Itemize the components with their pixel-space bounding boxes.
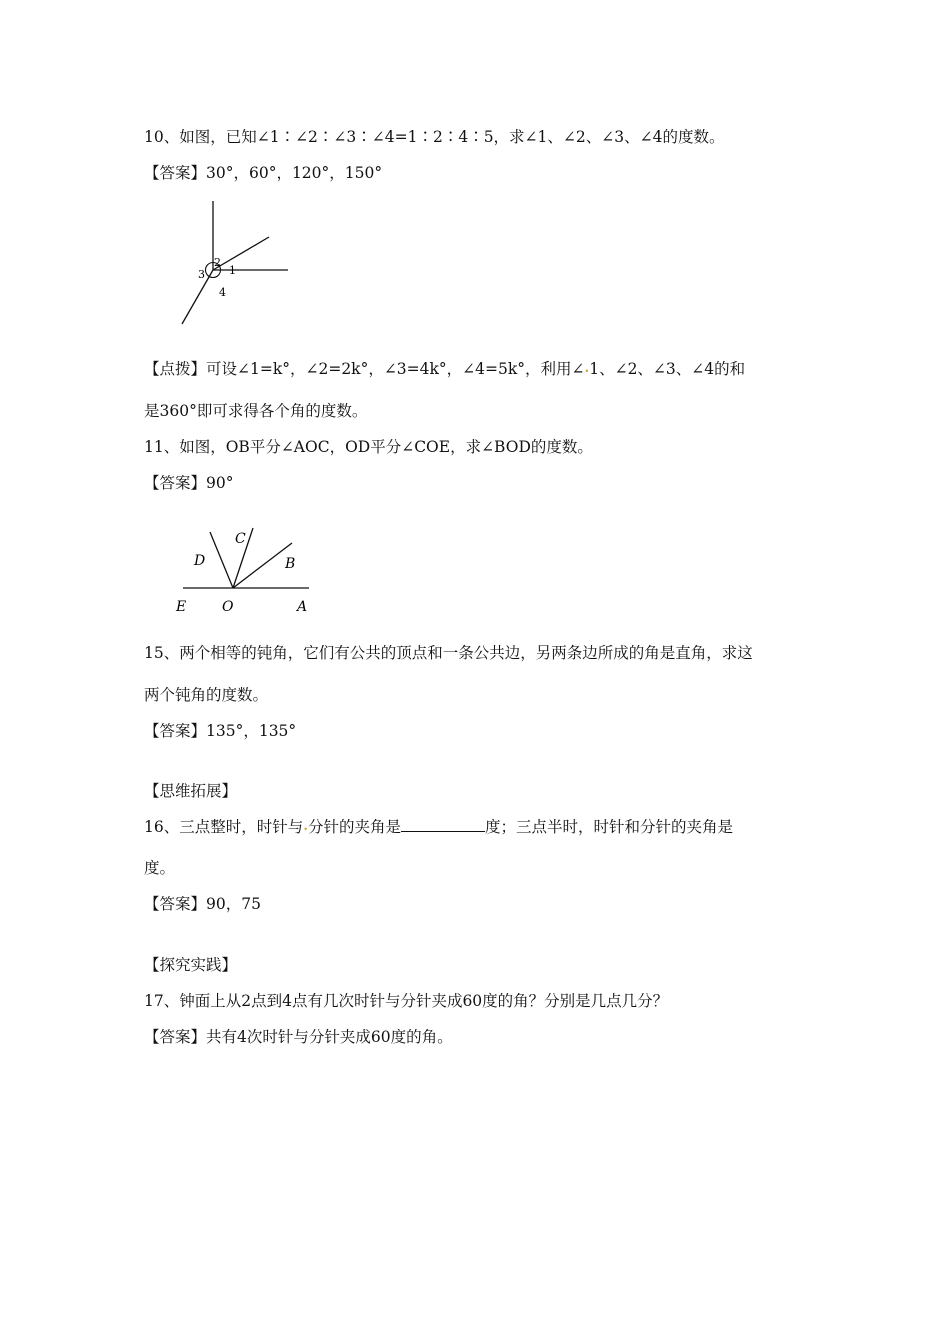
point-label-e: E (176, 599, 187, 615)
q16-part-b: 分针的夹角是 (307, 818, 401, 836)
point-label-a: A (297, 599, 308, 615)
point-label-c: C (235, 531, 246, 547)
section-explore-heading: 【探究实践】 (144, 956, 238, 974)
marker-dot-icon: • (303, 825, 308, 834)
point-label-o: O (222, 599, 234, 615)
q10-hint-line2: 是360°即可求得各个角的度数。 (144, 402, 368, 420)
q10-hint-part-b: 1、∠2、∠3、∠4的和 (589, 360, 746, 378)
q10-answer: 【答案】30°，60°，120°，150° (144, 164, 383, 182)
angle-label-2: 2 (214, 256, 221, 269)
q16-answer: 【答案】90，75 (144, 895, 261, 913)
q11-question: 11、如图，OB平分∠AOC，OD平分∠COE，求∠BOD的度数。 (144, 438, 593, 456)
ray-OB (233, 543, 292, 588)
angle-label-3: 3 (198, 268, 205, 281)
marker-dot-icon: • (584, 367, 590, 376)
q15-line1: 15、两个相等的钝角，它们有公共的顶点和一条公共边，另两条边所成的角是直角，求这 (144, 644, 753, 662)
q17-answer: 【答案】共有4次时针与分针夹成60度的角。 (144, 1028, 453, 1046)
q11-answer: 【答案】90° (144, 474, 234, 492)
q15-line2: 两个钝角的度数。 (144, 686, 269, 704)
q16-line2: 度。 (144, 859, 176, 877)
ray-upper-right (213, 237, 269, 270)
point-label-d: D (194, 553, 206, 569)
q10-figure (170, 195, 300, 330)
q16-part-c: 度；三点半时，时针和分针的夹角是 (484, 818, 733, 836)
q10-hint-part-a: 【点拨】可设∠1=k°，∠2=2k°，∠3=4k°，∠4=5k°，利用∠ (144, 360, 585, 378)
q16-part-a: 16、三点整时，时针与 (144, 818, 304, 836)
ray-OD (210, 532, 233, 588)
q10-question: 10、如图，已知∠1∶∠2∶∠3∶∠4=1∶2∶4∶5，求∠1、∠2、∠3、∠4的度数。 (144, 128, 725, 146)
point-label-b: B (285, 556, 296, 572)
angle-label-4: 4 (219, 286, 226, 299)
q10-hint-line1 (144, 359, 745, 382)
angle-label-1: 1 (229, 264, 236, 277)
q16-line1 (144, 817, 733, 840)
q15-answer: 【答案】135°，135° (144, 722, 297, 740)
section-thinking-heading: 【思维拓展】 (144, 782, 238, 800)
q11-figure (170, 520, 320, 620)
q17-question: 17、钟面上从2点到4点有几次时针与分针夹成60度的角？分别是几点几分？ (144, 992, 669, 1010)
fill-in-blank (401, 817, 485, 832)
